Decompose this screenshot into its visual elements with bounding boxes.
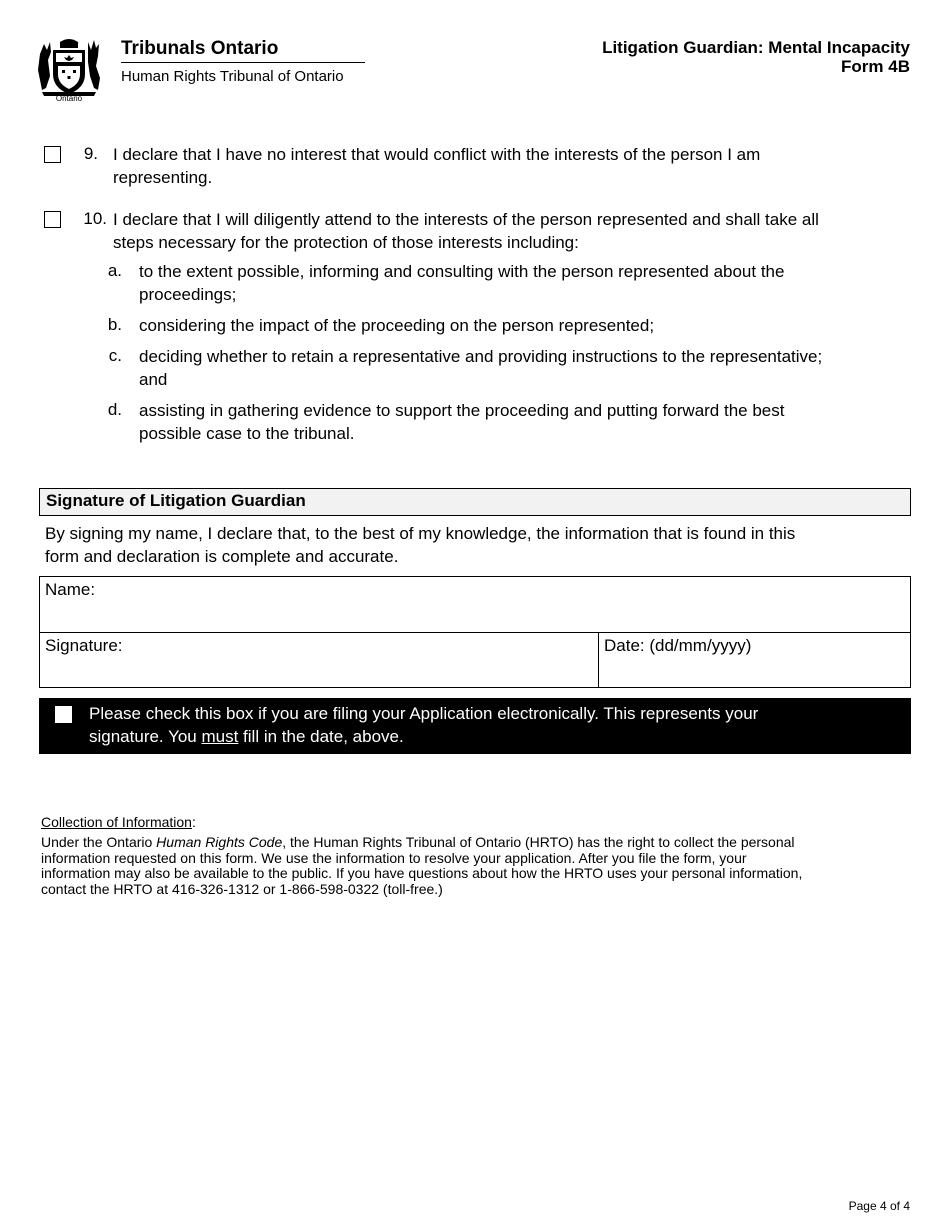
collection-code-name: Human Rights Code — [156, 834, 283, 850]
declaration-9-line1: I declare that I have no interest that would conflict with the interests of the person I am — [113, 145, 761, 164]
declaration-9-number: 9. — [83, 144, 98, 163]
declaration-10-line1: I declare that I will diligently attend to the interests of the person represented and shall take all — [113, 210, 819, 229]
collection-line4: contact the HRTO at 416-326-1312 or 1-866-598-0322 (toll-free.) — [41, 880, 443, 897]
sub-item-a-line2: proceedings; — [139, 284, 237, 304]
sub-item-d — [139, 400, 904, 445]
efile-must-emphasis: must — [201, 726, 239, 746]
date-input[interactable] — [604, 661, 903, 685]
signature-input[interactable] — [132, 637, 591, 661]
date-label: Date: (dd/mm/yyyy) — [604, 636, 752, 655]
signature-intro-line1: By signing my name, I declare that, to the best of my knowledge, the information that is found in this — [45, 524, 796, 543]
table-row-divider — [40, 632, 910, 633]
declaration-9-text — [113, 144, 903, 189]
electronic-filing-checkbox[interactable] — [55, 706, 72, 723]
electronic-filing-banner — [39, 698, 911, 754]
signature-table — [39, 576, 911, 688]
form-number: Form 4B — [841, 57, 910, 76]
collection-body-pre: Under the Ontario — [41, 834, 157, 850]
declaration-10-checkbox[interactable] — [44, 211, 61, 228]
sub-item-d-line1: assisting in gathering evidence to support the proceeding and putting forward the best — [139, 401, 785, 420]
electronic-filing-text — [89, 703, 889, 748]
form-title-name: Litigation Guardian: Mental Incapacity — [602, 38, 910, 57]
form-title — [602, 38, 910, 76]
declaration-10-line2: steps necessary for the protection of those interests including: — [113, 232, 579, 252]
sub-item-a — [139, 261, 904, 306]
declaration-9-checkbox[interactable] — [44, 146, 61, 163]
sub-item-a-line1: to the extent possible, informing and consulting with the person represented about the — [139, 262, 785, 281]
signature-section-heading: Signature of Litigation Guardian — [39, 488, 911, 516]
electronic-filing-line1: Please check this box if you are filing your Application electronically. This represents your — [89, 704, 759, 723]
collection-body — [41, 835, 901, 897]
declaration-10-number: 10. — [83, 209, 107, 228]
collection-line1 — [41, 835, 901, 851]
efile-text-pre: signature. You — [89, 726, 202, 746]
efile-text-post: fill in the date, above. — [238, 726, 404, 746]
collection-title-colon: : — [191, 814, 196, 830]
name-input[interactable] — [106, 581, 900, 605]
name-label: Name: — [45, 580, 96, 599]
table-column-divider — [598, 632, 599, 688]
sub-item-c-letter: c. — [108, 346, 122, 365]
ontario-crest-logo — [36, 36, 102, 106]
signature-intro — [45, 523, 905, 568]
sub-item-b-line1: considering the impact of the proceeding on the person represented; — [139, 316, 655, 335]
electronic-filing-line2 — [89, 726, 889, 749]
sub-item-c-line2: and — [139, 369, 168, 389]
declaration-9-line2: representing. — [113, 167, 213, 187]
sub-item-b-letter: b. — [107, 315, 122, 334]
sub-item-d-letter: d. — [107, 400, 122, 419]
org-divider — [121, 62, 365, 63]
collection-body-line1-post: , the Human Rights Tribunal of Ontario (HRTO) has the right to collect the personal — [282, 834, 795, 850]
sub-item-c-line1: deciding whether to retain a representative and providing instructions to the representative; — [139, 347, 823, 366]
crest-caption: Ontario — [55, 94, 83, 103]
collection-line3: information may also be available to the public. If you have questions about how the HRTO uses your personal information, — [41, 865, 803, 881]
sub-item-a-letter: a. — [107, 261, 122, 280]
declaration-10-text — [113, 209, 908, 254]
sub-item-c — [139, 346, 909, 391]
sub-item-b — [139, 315, 904, 338]
page-number: Page 4 of 4 — [848, 1199, 910, 1213]
org-name: Tribunals Ontario — [121, 38, 279, 59]
collection-title — [41, 814, 196, 830]
org-subtitle: Human Rights Tribunal of Ontario — [121, 68, 344, 85]
signature-intro-line2: form and declaration is complete and accurate. — [45, 546, 399, 566]
signature-label: Signature: — [45, 636, 123, 655]
collection-title-text: Collection of Information — [41, 814, 192, 830]
sub-item-d-line2: possible case to the tribunal. — [139, 423, 355, 443]
collection-line2: information requested on this form. We use the information to resolve your application. After you file the form, your — [41, 849, 747, 866]
